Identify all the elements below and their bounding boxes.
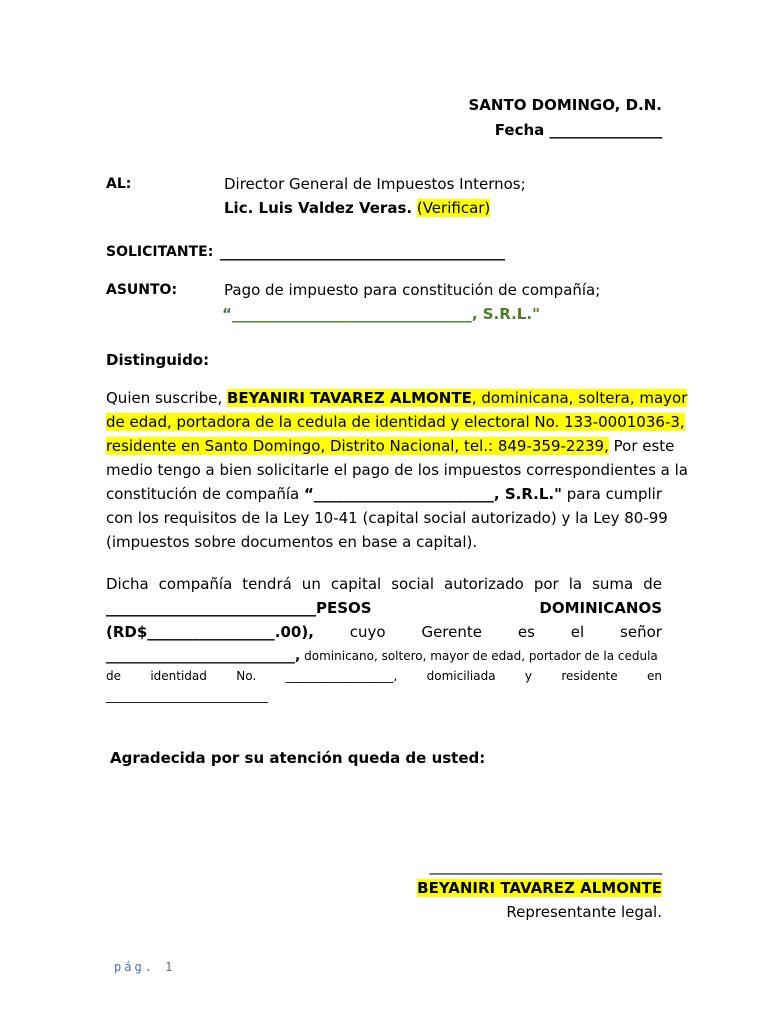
manager-residence-blank: ___________________________ (106, 689, 268, 703)
para1-line7: (impuestos sobre documentos en base a capital). (106, 533, 478, 551)
asunto-label: ASUNTO: (106, 282, 178, 298)
company-name-blank: “________________________, S.R.L." (304, 485, 562, 503)
para2-line3 (106, 620, 662, 644)
para2-word-domiciliada: domiciliada (426, 669, 496, 683)
para2-word-cuyo: cuyo (349, 623, 386, 641)
para1-line3 (106, 434, 675, 458)
al-label: AL: (106, 176, 132, 192)
al-recipient-name: Lic. Luis Valdez Veras. (224, 199, 413, 217)
solicitante-blank: ______________________________________ (220, 243, 505, 261)
para2-word-el: el (570, 623, 585, 641)
paragraph-capital (106, 572, 662, 644)
para2-word-de: de (106, 669, 121, 683)
applicant-details-3: residente en Santo Domingo, Distrito Nacional, tel.: 849-359-2239, (106, 437, 609, 455)
paragraph-manager (106, 646, 662, 706)
manager-details: dominicano, soltero, mayor de edad, portador de la cedula (300, 649, 658, 663)
asunto-company-blank: “________________________________, S.R.L." (222, 305, 540, 323)
para2-line4 (106, 646, 662, 666)
paragraph-request (106, 386, 688, 554)
para2-word-y: y (524, 669, 532, 683)
date-line: Fecha _______________ (494, 121, 662, 139)
para2-line1: Dicha compañía tendrá un capital social autorizado por la suma de (106, 575, 662, 593)
signature-role: Representante legal. (506, 903, 662, 921)
para2-word-es: es (517, 623, 535, 641)
para2-word-senor: señor (620, 623, 662, 641)
para2-line2 (106, 596, 662, 620)
verify-note: (Verificar) (416, 199, 491, 217)
al-recipient-title: Director General de Impuestos Internos; (224, 175, 526, 193)
para1-line1 (106, 386, 688, 410)
para1-line5-c: para cumplir (561, 485, 662, 503)
signature-name: BEYANIRI TAVAREZ ALMONTE (417, 879, 662, 897)
para1-line3-rest: Por este (608, 437, 675, 455)
para1-line2 (106, 410, 685, 434)
para1-line5-a: constitución de compañía (106, 485, 305, 503)
para2-word-residente: residente (561, 669, 618, 683)
closing-line: Agradecida por su atención queda de usted: (110, 749, 486, 767)
para2-word-identidad: identidad (150, 669, 207, 683)
para1-line5 (106, 482, 662, 506)
para2-line5 (106, 666, 662, 686)
signature-name-wrap (417, 876, 662, 900)
para2-word-en: en (646, 669, 662, 683)
page-number: pág. 1 (114, 960, 176, 974)
greeting: Distinguido: (106, 351, 210, 369)
para2-word-gerente: Gerente (421, 623, 482, 641)
capital-amount-blank: ____________________________PESOS (106, 599, 372, 617)
manager-name-blank: ___________________________, (106, 648, 301, 664)
currency-word: DOMINICANOS (539, 599, 662, 617)
rd-amount-blank: (RD$_________________.00), (106, 623, 314, 641)
para1-line4: medio tengo a bien solicitarle el pago de los impuestos correspondientes a la (106, 461, 688, 479)
para2-word-no: No. (236, 669, 257, 683)
applicant-details-2: de edad, portadora de la cedula de identidad y electoral No. 133-0001036-3, (106, 413, 685, 431)
asunto-text: Pago de impuesto para constitución de compañía; (224, 281, 601, 299)
para1-intro: Quien suscribe, (106, 389, 227, 407)
signature-line: _______________________________ (429, 857, 662, 875)
city-heading: SANTO DOMINGO, D.N. (468, 96, 662, 114)
solicitante-label: SOLICITANTE: (106, 244, 214, 260)
applicant-name: BEYANIRI TAVAREZ ALMONTE (227, 389, 472, 407)
al-recipient-name-line (224, 196, 490, 220)
para1-line6: con los requisitos de la Ley 10-41 (capital social autorizado) y la Ley 80-99 (106, 509, 668, 527)
applicant-details-1: , dominicana, soltera, mayor (471, 389, 688, 407)
manager-id-blank: __________________, (285, 669, 398, 683)
